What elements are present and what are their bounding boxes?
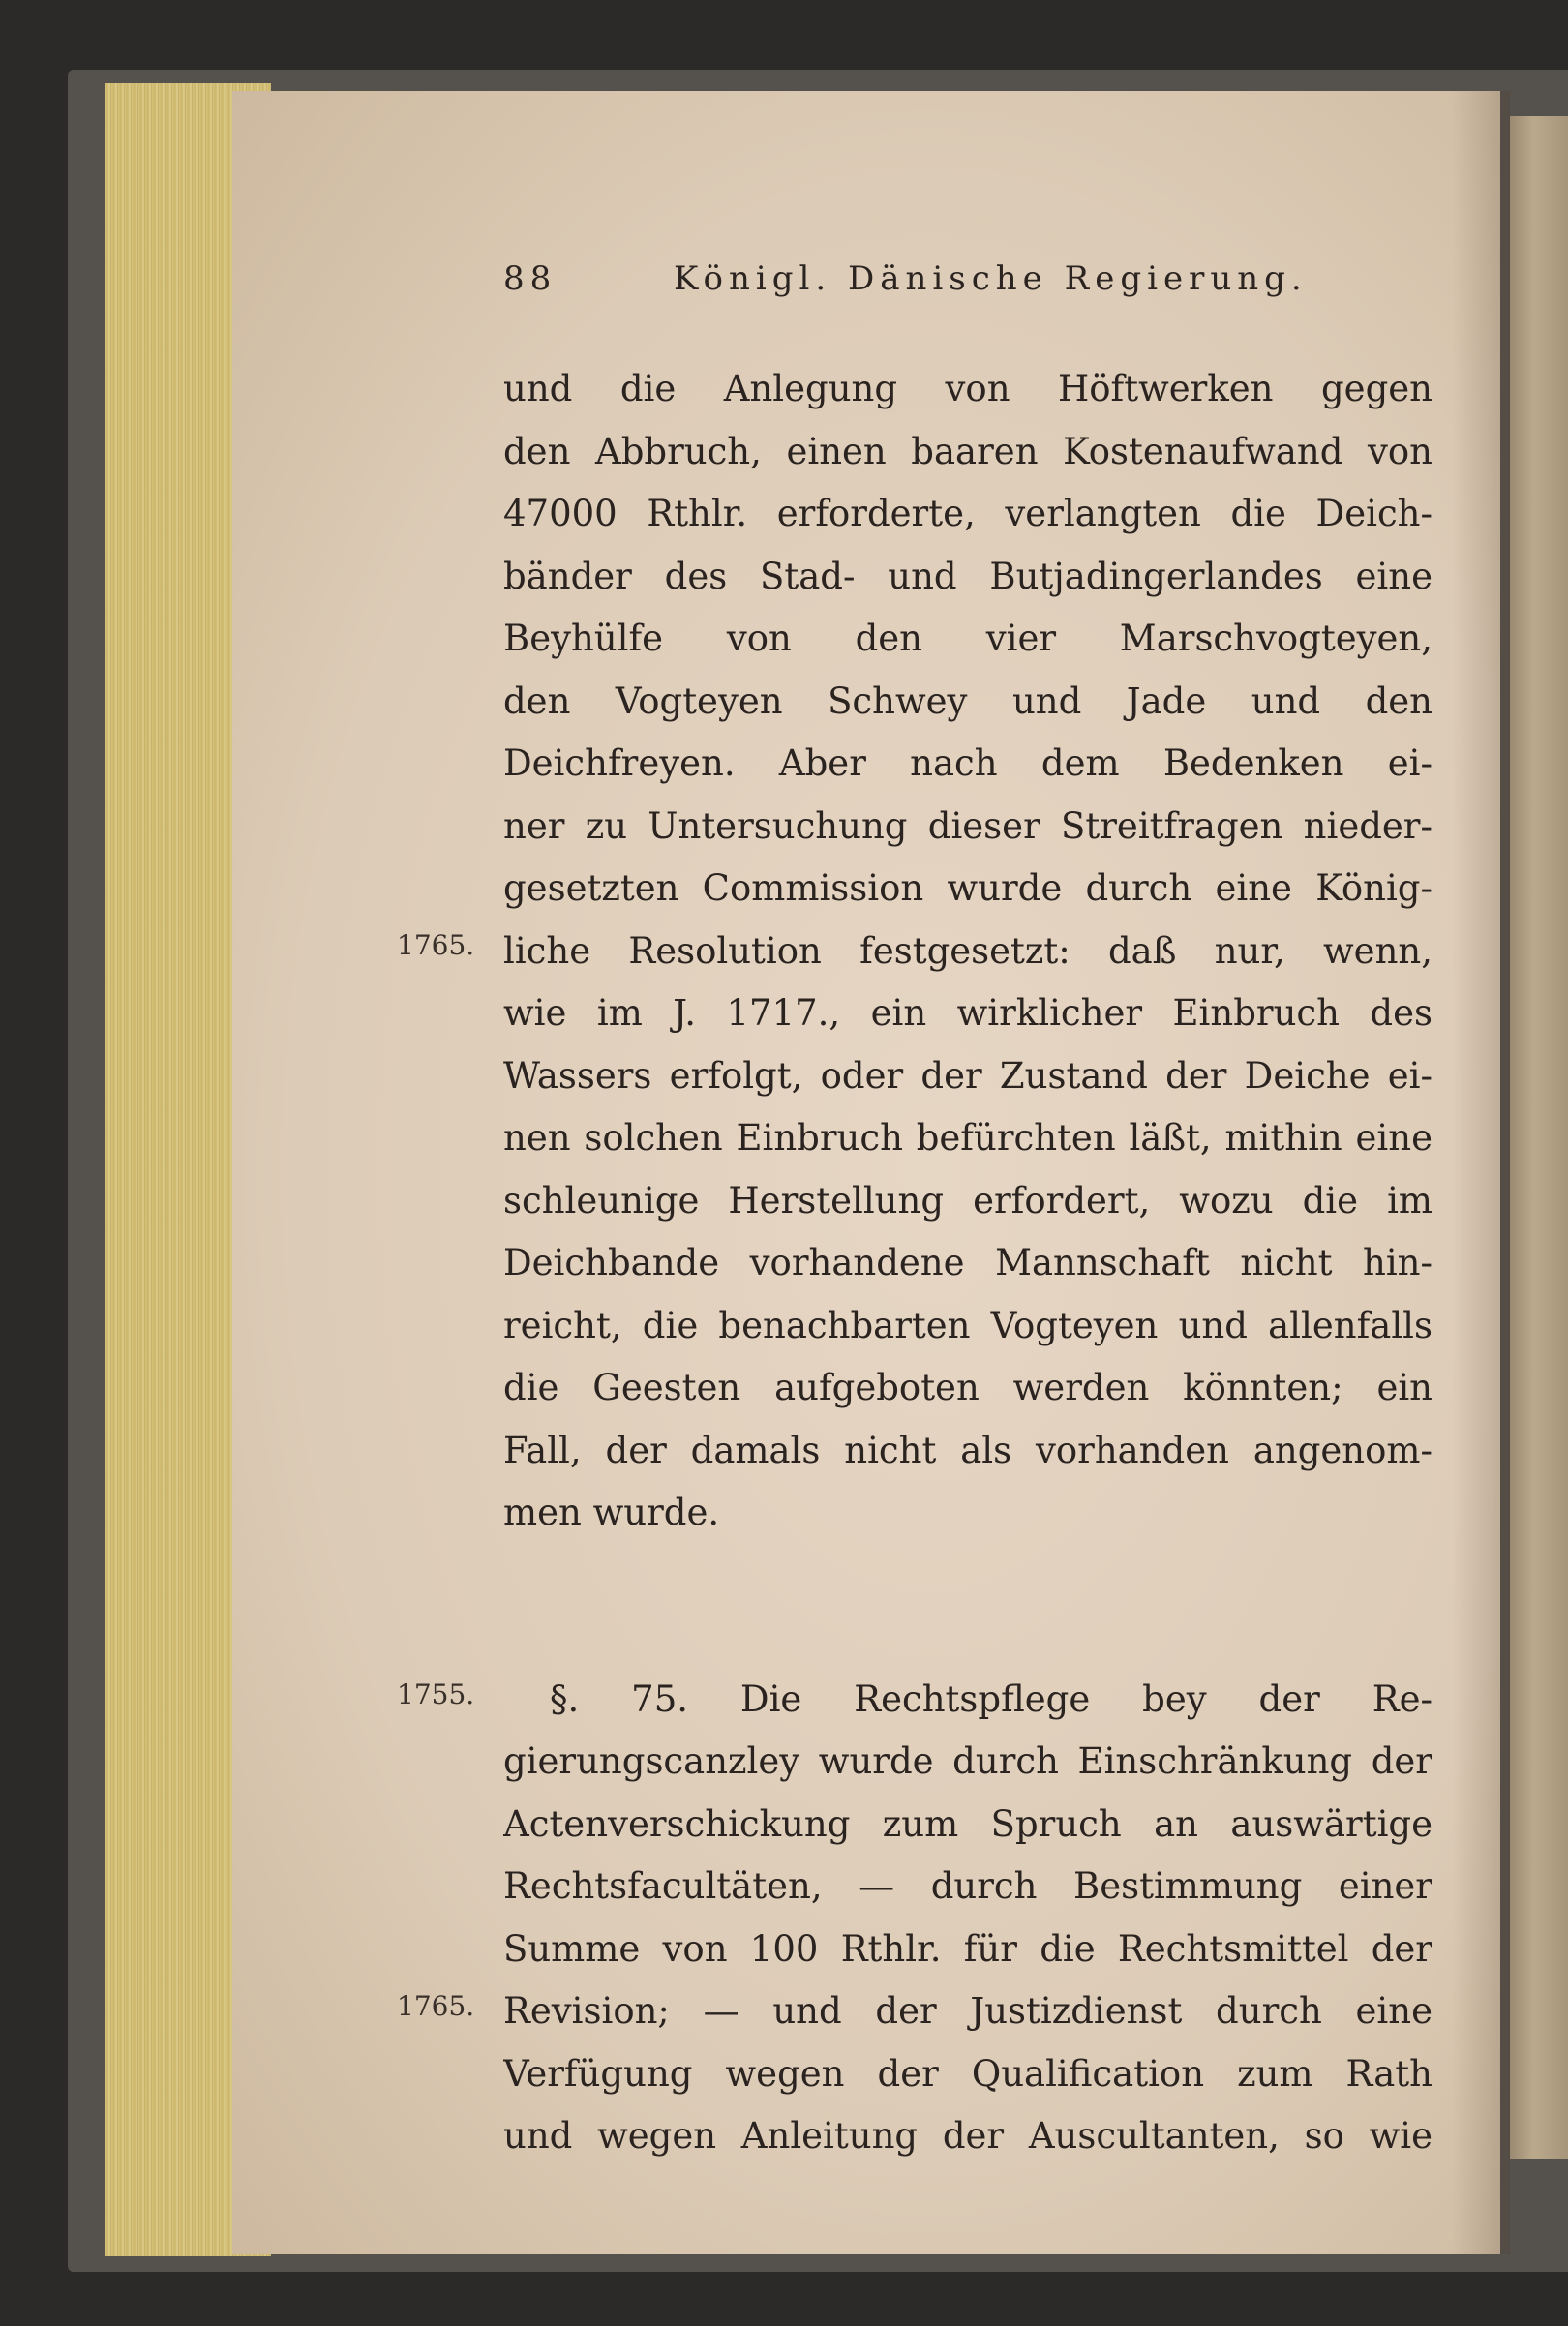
section-heading-line: §. 75. Die Rechtspflege bey der Re-: [550, 1677, 1432, 1720]
text-line: gierungscanzley wurde durch Einschränkung der: [503, 1740, 1432, 1782]
text-line: nen solchen Einbruch befürchten läßt, mithin eine: [503, 1117, 1432, 1159]
text-line: die Geesten aufgeboten werden könnten; ein: [503, 1367, 1432, 1408]
text-line: und wegen Anleitung der Auscultanten, so wie: [503, 2115, 1432, 2157]
page-gutter: [1452, 91, 1510, 2254]
text-line: liche Resolution festgesetzt: daß nur, wenn,: [503, 929, 1432, 972]
text-line: den Vogteyen Schwey und Jade und den: [503, 680, 1432, 722]
text-line: reicht, die benachbarten Vogteyen und allenfalls: [503, 1304, 1432, 1346]
margin-year: 1765.: [397, 1990, 475, 2022]
text-line: den Abbruch, einen baaren Kostenaufwand von: [503, 430, 1432, 472]
text-line: Fall, der damals nicht als vorhanden angenom-: [503, 1429, 1432, 1471]
text-line: Verfügung wegen der Qualification zum Rath: [503, 2052, 1432, 2095]
text-line: 47000 Rthlr. erforderte, verlangten die Deich-: [503, 493, 1432, 534]
text-line: bänder des Stad- und Butjadingerlandes eine: [503, 555, 1432, 597]
text-line: Revision; — und der Justizdienst durch eine: [503, 1990, 1432, 2032]
text-line: Rechtsfacultäten, — durch Bestimmung einer: [503, 1865, 1432, 1907]
text-line: Wassers erfolgt, oder der Zustand der Deiche ei-: [503, 1054, 1432, 1097]
facing-page-edge: [1510, 116, 1568, 2159]
running-head-title: Königl. Dänische Regierung.: [674, 259, 1308, 298]
page-text: [503, 358, 1432, 2168]
paragraph-gap: [503, 1545, 1432, 1669]
text-line: Deichfreyen. Aber nach dem Bedenken ei-: [503, 742, 1432, 784]
running-head: [503, 259, 1413, 308]
text-line: men wurde.: [503, 1492, 720, 1533]
text-line: Actenverschickung zum Spruch an auswärtige: [503, 1802, 1432, 1845]
text-line: ner zu Untersuchung dieser Streitfragen nieder-: [503, 804, 1432, 847]
text-line: wie im J. 1717., ein wirklicher Einbruch des: [503, 992, 1432, 1034]
text-line: schleunige Herstellung erfordert, wozu die im: [503, 1179, 1432, 1222]
text-line: und die Anlegung von Höftwerken gegen: [503, 368, 1432, 409]
text-line: Summe von 100 Rthlr. für die Rechtsmittel der: [503, 1927, 1432, 1970]
text-line: Beyhülfe von den vier Marschvogteyen,: [503, 618, 1432, 659]
page-number: 88: [503, 259, 558, 298]
margin-year: 1755.: [397, 1678, 475, 1710]
margin-year: 1765.: [397, 929, 475, 961]
text-line: Deichbande vorhandene Mannschaft nicht hin-: [503, 1242, 1432, 1284]
text-line: gesetzten Commission wurde durch eine König-: [503, 867, 1432, 909]
